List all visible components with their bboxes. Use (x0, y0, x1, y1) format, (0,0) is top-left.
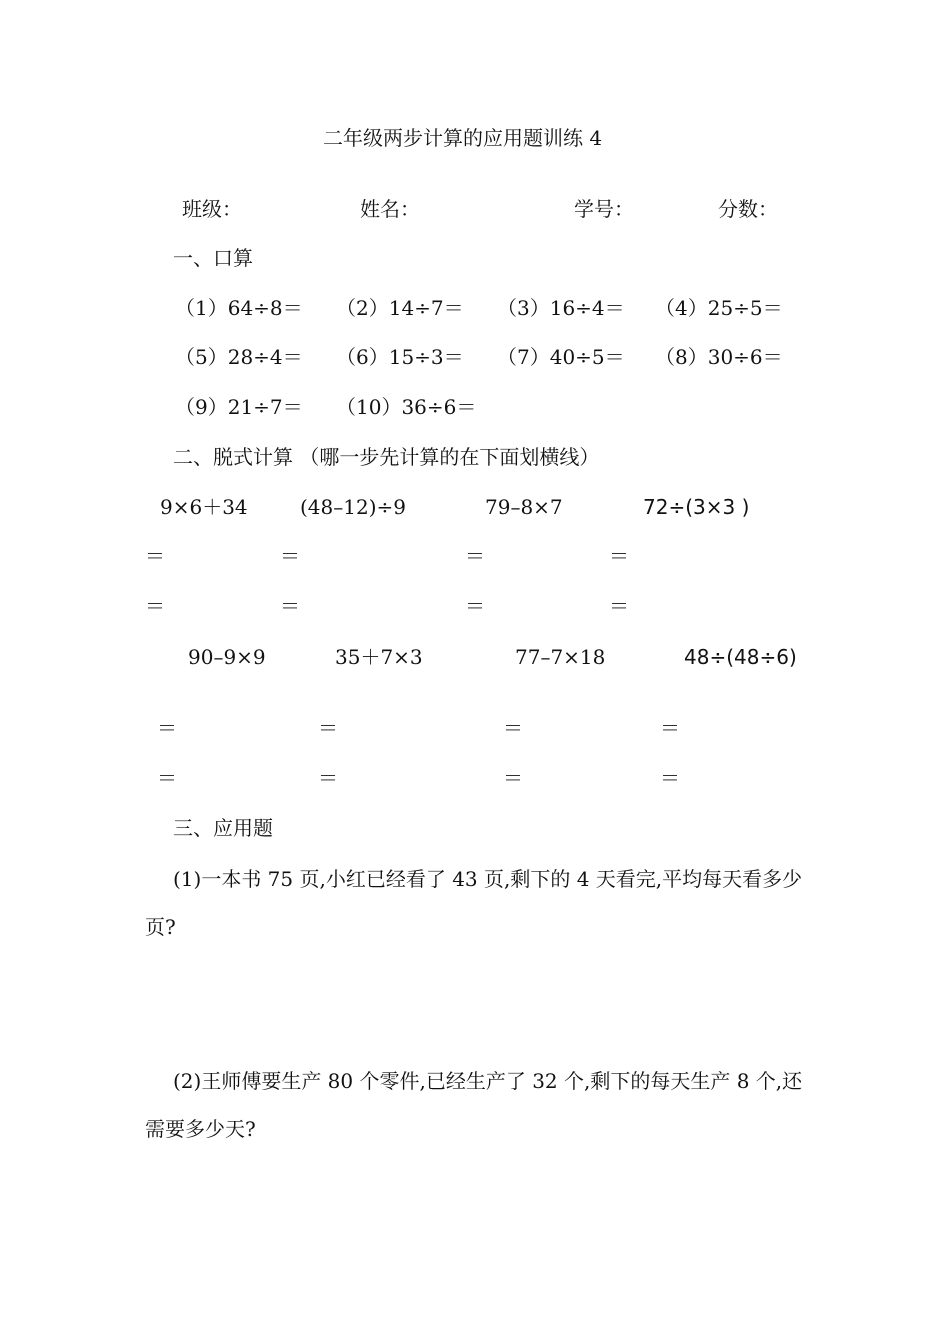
step-expression: 72÷(3×3 ) (643, 495, 750, 519)
oral-item: （8）30÷6＝ (655, 345, 783, 369)
equals-sign: ＝ (145, 544, 165, 568)
step-expression: 90–9×9 (188, 645, 266, 669)
equals-sign: ＝ (145, 594, 165, 618)
class-label: 班级： (182, 197, 242, 221)
equals-sign: ＝ (609, 544, 629, 568)
word-problem: (1)一本书 75 页,小红已经看了 43 页,剩下的 4 天看完,平均每天看多少页? (145, 867, 803, 939)
oral-item: （4）25÷5＝ (655, 296, 783, 320)
step-expression: 48÷(48÷6) (684, 645, 797, 669)
oral-item: （1）64÷8＝ (175, 296, 303, 320)
equals-sign: ＝ (660, 766, 680, 790)
step-expression: (48–12)÷9 (300, 495, 406, 519)
oral-item: （2）14÷7＝ (336, 296, 464, 320)
equals-sign: ＝ (318, 716, 338, 740)
oral-item: （6）15÷3＝ (336, 345, 464, 369)
page-title: 二年级两步计算的应用题训练 4 (323, 126, 603, 150)
oral-item: （7）40÷5＝ (497, 345, 625, 369)
equals-sign: ＝ (465, 544, 485, 568)
step-expression: 9×6＋34 (160, 495, 248, 519)
word-problem: (2)王师傅要生产 80 个零件,已经生产了 32 个,剩下的每天生产 8 个,还需要多少天? (145, 1069, 803, 1141)
step-expression: 35＋7×3 (335, 645, 423, 669)
equals-sign: ＝ (465, 594, 485, 618)
section3-heading: 三、应用题 (173, 816, 273, 840)
equals-sign: ＝ (280, 544, 300, 568)
oral-item: （10）36÷6＝ (336, 395, 477, 419)
section2-heading: 二、脱式计算 （哪一步先计算的在下面划横线） (173, 445, 600, 469)
section1-heading: 一、口算 (173, 246, 253, 270)
oral-item: （9）21÷7＝ (175, 395, 303, 419)
equals-sign: ＝ (157, 716, 177, 740)
step-expression: 77–7×18 (515, 645, 606, 669)
oral-item: （5）28÷4＝ (175, 345, 303, 369)
equals-sign: ＝ (609, 594, 629, 618)
score-label: 分数： (718, 197, 778, 221)
step-expression: 79–8×7 (485, 495, 563, 519)
equals-sign: ＝ (157, 766, 177, 790)
name-label: 姓名： (360, 197, 420, 221)
equals-sign: ＝ (280, 594, 300, 618)
student-id-label: 学号： (574, 197, 634, 221)
equals-sign: ＝ (503, 766, 523, 790)
equals-sign: ＝ (503, 716, 523, 740)
equals-sign: ＝ (318, 766, 338, 790)
equals-sign: ＝ (660, 716, 680, 740)
oral-item: （3）16÷4＝ (497, 296, 625, 320)
